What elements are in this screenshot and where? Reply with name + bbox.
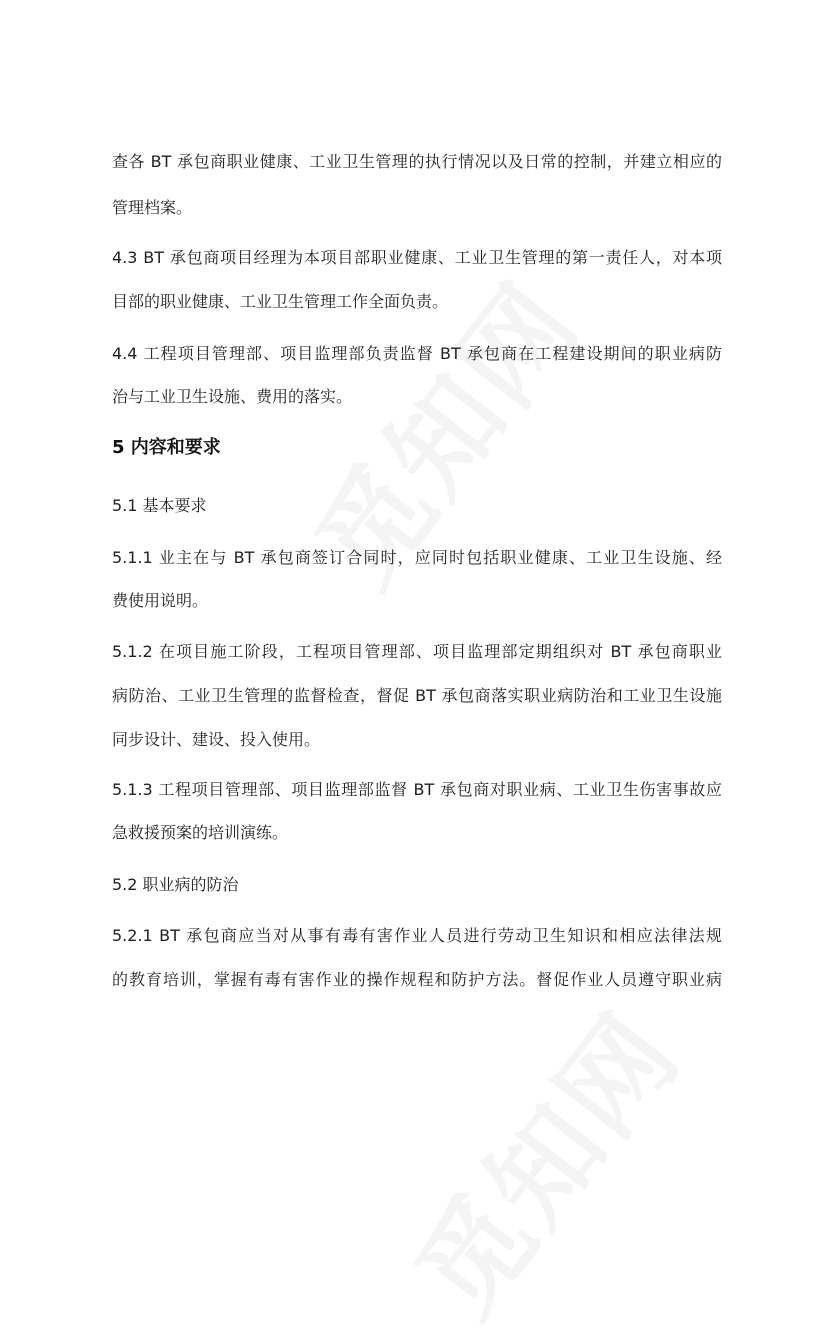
paragraph-line: 5.2.1 BT 承包商应当对从事有毒有害作业人员进行劳动卫生知识和相应法律法规 [112, 926, 722, 945]
paragraph-line: 治与工业卫生设施、费用的落实。 [112, 387, 353, 406]
paragraph-line: 4.4 工程项目管理部、项目监理部负责监督 BT 承包商在工程建设期间的职业病防 [112, 344, 722, 363]
paragraph-line: 5.1.3 工程项目管理部、项目监理部监督 BT 承包商对职业病、工业卫生伤害事故应 [112, 780, 722, 799]
subsection-heading: 5.1 基本要求 [112, 496, 207, 515]
section-heading: 5 内容和要求 [112, 437, 221, 458]
paragraph-line: 5.1.2 在项目施工阶段，工程项目管理部、项目监理部定期组织对 BT 承包商职业 [112, 642, 722, 661]
paragraph-line: 病防治、工业卫生管理的监督检查，督促 BT 承包商落实职业病防治和工业卫生设施 [112, 686, 722, 705]
paragraph-line: 查各 BT 承包商职业健康、工业卫生管理的执行情况以及日常的控制，并建立相应的 [112, 152, 722, 171]
paragraph-line: 管理档案。 [112, 198, 193, 217]
subsection-heading: 5.2 职业病的防治 [112, 875, 239, 894]
paragraph-line: 同步设计、建设、投入使用。 [112, 730, 321, 749]
paragraph-line: 4.3 BT 承包商项目经理为本项目部职业健康、工业卫生管理的第一责任人，对本项 [112, 248, 722, 267]
paragraph-line: 目部的职业健康、工业卫生管理工作全面负责。 [112, 292, 449, 311]
paragraph-line: 5.1.1 业主在与 BT 承包商签订合同时，应同时包括职业健康、工业卫生设施、经 [112, 548, 722, 567]
paragraph-line: 急救援预案的培训演练。 [112, 823, 289, 842]
watermark [373, 976, 708, 1342]
paragraph-line: 的教育培训，掌握有毒有害作业的操作规程和防护方法。督促作业人员遵守职业病 [112, 970, 722, 989]
paragraph-line: 费使用说明。 [112, 591, 209, 610]
